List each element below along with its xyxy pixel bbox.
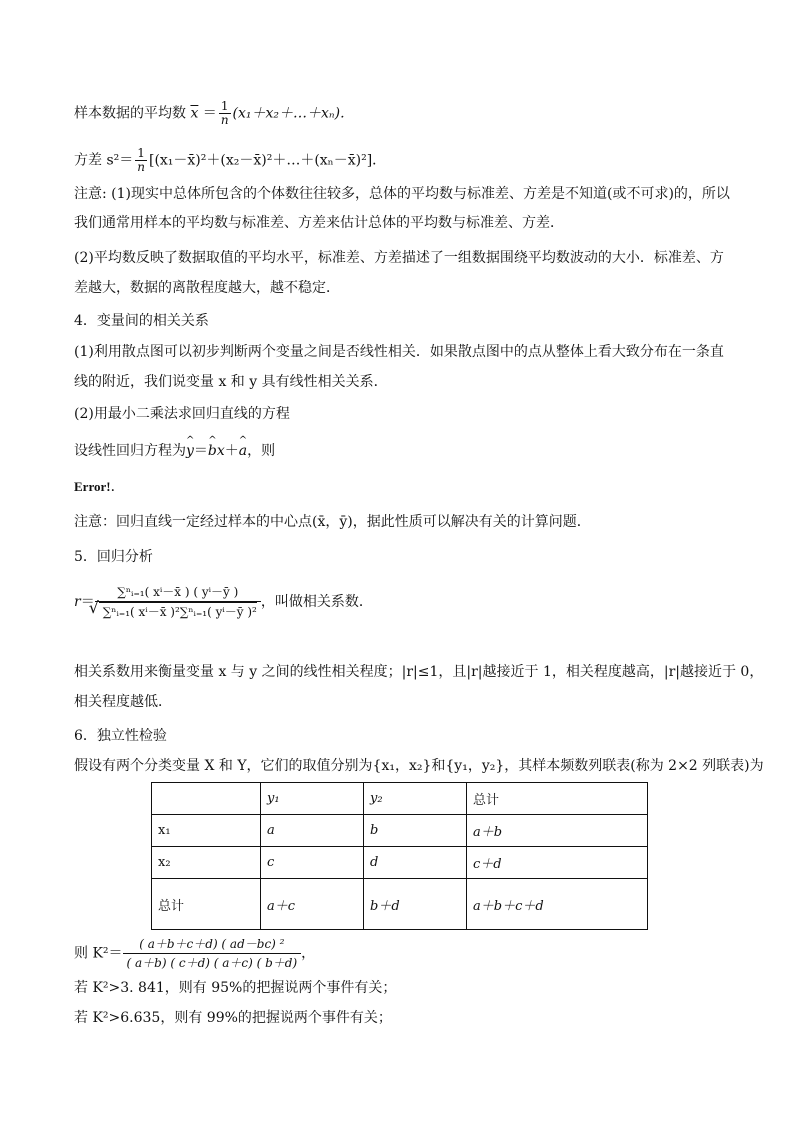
table-cell: a＋b (467, 815, 648, 847)
center-point-note: 注意：回归直线一定经过样本的中心点(x̄，ȳ)，据此性质可以解决有关的计算问题． (74, 514, 591, 530)
k2-99-line: 若 K²>6.635，则有 99%的把握说两个事件有关； (74, 1010, 392, 1026)
correlation-formula: r＝ ∑ⁿᵢ₌₁( xⁱ－x̄ ) ( yⁱ－ȳ ) √ ∑ⁿᵢ₌₁( xⁱ－x̄ )²∑ⁿᵢ₌₁( yⁱ－ȳ )² ，叫做相关系数． (74, 583, 373, 621)
section4-heading: 4．变量间的相关关系 (74, 313, 209, 329)
table-row (152, 847, 648, 879)
r-suffix: ，叫做相关系数． (260, 594, 373, 610)
table-cell (152, 783, 261, 815)
k2-95-line: 若 K²>3. 841，则有 95%的把握说两个事件有关； (74, 980, 397, 996)
regression-suffix: ，则 (247, 443, 276, 459)
table-cell: y₁ (261, 783, 364, 815)
table-cell: c (261, 847, 364, 879)
variance-prefix: 方差 s²＝ (74, 152, 134, 169)
k2-formula: 则 K²＝ $\frac{\text{( a＋b＋c＋d) ( ad－bc) ²}}{( a+b) ( c+d) ( a+c) ( b+d)}$ ， (74, 937, 316, 970)
r-desc-line-a: 相关系数用来衡量变量 x 与 y 之间的线性相关程度；|r|≤1，且|r|越接近于 1，相关程度越高，|r|越接近于 0， (74, 664, 764, 680)
k2-denominator: ( a＋b) ( c＋d) ( a＋c) ( b＋d) (126, 956, 298, 970)
s4-2-line: (2)用最小二乘法求回归直线的方程 (74, 406, 290, 422)
k2-prefix: 则 K²＝ (74, 945, 123, 962)
table-cell: y₂ (364, 783, 467, 815)
contingency-table (151, 782, 648, 930)
r-numerator: ∑ⁿᵢ₌₁( xⁱ－x̄ ) ( yⁱ－ȳ ) (95, 583, 261, 602)
independence-line: 假设有两个分类变量 X 和 Y，它们的取值分别为{x₁，x₂}和{y₁，y₂}，其样本频数列联表(称为 2×2 列联表)为 (74, 758, 764, 774)
k2-numerator: ( a＋b＋c＋d) ( ad－bc) ² (123, 935, 302, 954)
variance-one-over-n: $\frac{1}{n}$ (137, 146, 145, 174)
table-cell: 总计 (152, 879, 261, 930)
table-cell: a＋c (261, 879, 364, 930)
table-row (152, 815, 648, 847)
table-cell: d (364, 847, 467, 879)
r-fraction (95, 583, 261, 621)
table-cell: b (364, 815, 467, 847)
variance-formula: [(x₁－x̄)²＋(x₂－x̄)²＋…＋(xₙ－x̄)²]． (148, 152, 387, 169)
mean-prefix: 样本数据的平均数 (74, 105, 186, 122)
note2-line-a: (2)平均数反映了数据取值的平均水平，标准差、方差描述了一组数据围绕平均数波动的大小．标准差、方 (74, 250, 724, 266)
note1-line-a: 注意: (1)现实中总体所包含的个体数往往较多，总体的平均数与标准差、方差是不知道(或不可求)的，所以 (74, 186, 730, 202)
regression-prefix: 设线性回归方程为 (74, 443, 186, 459)
table-cell: 总计 (467, 783, 648, 815)
variance-line (74, 147, 386, 174)
section6-heading: 6．独立性检验 (74, 728, 167, 744)
k2-fraction (123, 935, 302, 972)
regression-line: 设线性回归方程为^ y＝^ bx＋^ a，则 (74, 441, 275, 461)
table-cell: x₁ (152, 815, 261, 847)
s4-1-line-b: 线的附近，我们说变量 x 和 y 具有线性相关关系． (74, 374, 388, 390)
s4-1-line-a: (1)利用散点图可以初步判断两个变量之间是否线性相关．如果散点图中的点从整体上看大致分布在一条直 (74, 344, 724, 360)
table-cell: x₂ (152, 847, 261, 879)
r-denominator: √ ∑ⁿᵢ₌₁( xⁱ－x̄ )²∑ⁿᵢ₌₁( yⁱ－ȳ )² (99, 602, 257, 621)
x-bar: $\overline{x}$ (190, 105, 199, 122)
note1-line-b: 我们通常用样本的平均数与标准差、方差来估计总体的平均数与标准差、方差． (74, 215, 564, 231)
table-header-row (152, 783, 648, 815)
table-cell: a (261, 815, 364, 847)
one-over-n: $\frac{1}{n}$ (220, 99, 229, 127)
section5-heading: 5．回归分析 (74, 549, 153, 565)
table-row (152, 879, 648, 930)
error-text: Error! (74, 479, 111, 494)
error-line: Error!． (74, 479, 125, 495)
table-cell: c＋d (467, 847, 648, 879)
note2-line-b: 差越大，数据的离散程度越大，越不稳定． (74, 280, 340, 296)
table-cell: b＋d (364, 879, 467, 930)
r-desc-line-b: 相关程度越低． (74, 694, 172, 710)
mean-formula: (x₁＋x₂＋…＋xₙ)． (232, 105, 355, 122)
mean-line: 样本数据的平均数 $\overline{x}$ ＝ $\frac{1}{n}$ (x₁＋x₂＋…＋xₙ)． (74, 99, 355, 127)
table-cell: a＋b＋c＋d (467, 879, 648, 930)
